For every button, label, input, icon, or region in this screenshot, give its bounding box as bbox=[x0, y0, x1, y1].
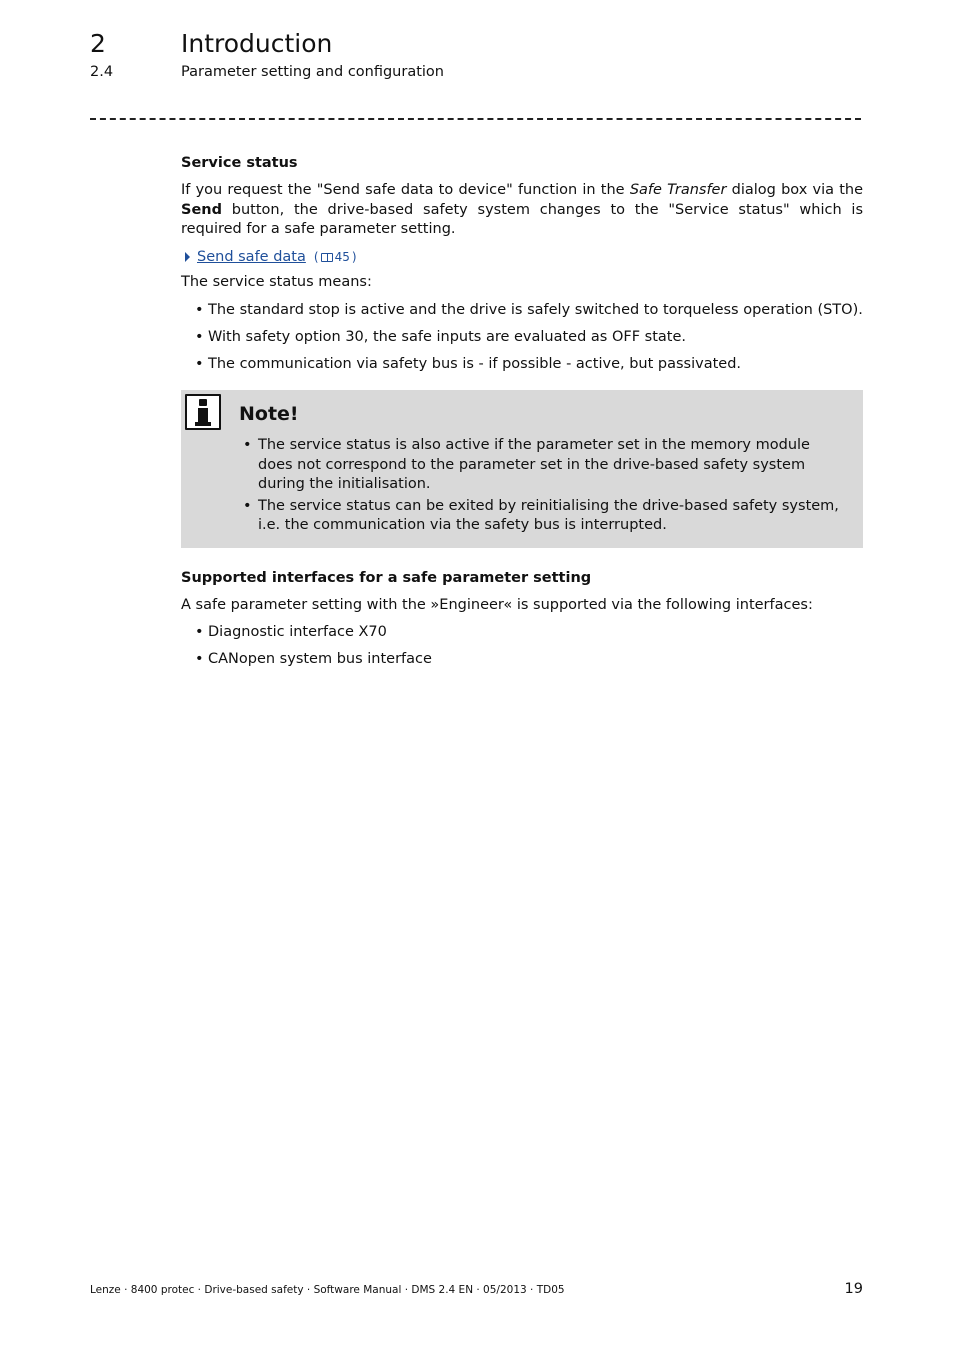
main-content bbox=[181, 153, 863, 678]
book-icon bbox=[321, 253, 333, 262]
service-status-intro bbox=[181, 181, 863, 240]
intro-italic-term: Safe Transfer bbox=[629, 182, 727, 198]
list-item: • With safety option 30, the safe inputs are evaluated as OFF state. bbox=[181, 328, 863, 348]
send-safe-data-link-row bbox=[185, 248, 863, 268]
section-title: Parameter setting and configuration bbox=[181, 64, 444, 80]
ref-open-paren: ( bbox=[313, 249, 319, 264]
note-list bbox=[239, 436, 843, 536]
note-item: • The service status can be exited by reinitialising the drive-based safety system, i.e. the communication via the safety bus is interrupted. bbox=[239, 497, 843, 536]
interfaces-heading: Supported interfaces for a safe parameter setting bbox=[181, 569, 592, 586]
list-item: • CANopen system bus interface bbox=[181, 650, 863, 670]
chapter-number: 2 bbox=[90, 29, 106, 58]
service-status-means-label: The service status means: bbox=[181, 274, 372, 290]
intro-text-3: button, the drive-based safety system changes to the "Service status" which is required for a safe parameter setting. bbox=[181, 201, 863, 237]
intro-bold-term: Send bbox=[181, 201, 222, 218]
service-status-heading: Service status bbox=[181, 155, 298, 171]
ref-page-number: 45 bbox=[334, 249, 350, 264]
page-number: 19 bbox=[844, 1281, 863, 1297]
chapter-title: Introduction bbox=[181, 29, 333, 58]
footer-text: Lenze · 8400 protec · Drive-based safety · Software Manual · DMS 2.4 EN · 05/2013 · TD05 bbox=[90, 1284, 565, 1296]
ref-close-paren: ) bbox=[351, 249, 357, 264]
page-reference[interactable] bbox=[314, 248, 357, 268]
section-number: 2.4 bbox=[90, 64, 114, 80]
service-status-list bbox=[181, 301, 863, 375]
intro-text-1: If you request the "Send safe data to device" function in the bbox=[181, 182, 630, 198]
send-safe-data-link[interactable]: Send safe data bbox=[197, 248, 306, 265]
intro-text-2: dialog box via the bbox=[726, 182, 863, 198]
list-item: • Diagnostic interface X70 bbox=[181, 623, 863, 643]
interfaces-intro: A safe parameter setting with the »Engineer« is supported via the following interfaces: bbox=[181, 596, 813, 613]
note-title: Note! bbox=[239, 403, 299, 425]
info-icon bbox=[185, 394, 221, 430]
list-item: • The communication via safety bus is - if possible - active, but passivated. bbox=[181, 355, 863, 375]
interfaces-list bbox=[181, 623, 863, 670]
note-item: • The service status is also active if the parameter set in the memory module does not correspond to the parameter set in the drive-based safety system during the initialisation. bbox=[239, 436, 843, 495]
header-divider bbox=[90, 118, 861, 120]
note-box bbox=[181, 390, 863, 548]
arrow-right-icon bbox=[185, 252, 190, 262]
list-item: • The standard stop is active and the drive is safely switched to torqueless operation (STO). bbox=[181, 301, 863, 321]
